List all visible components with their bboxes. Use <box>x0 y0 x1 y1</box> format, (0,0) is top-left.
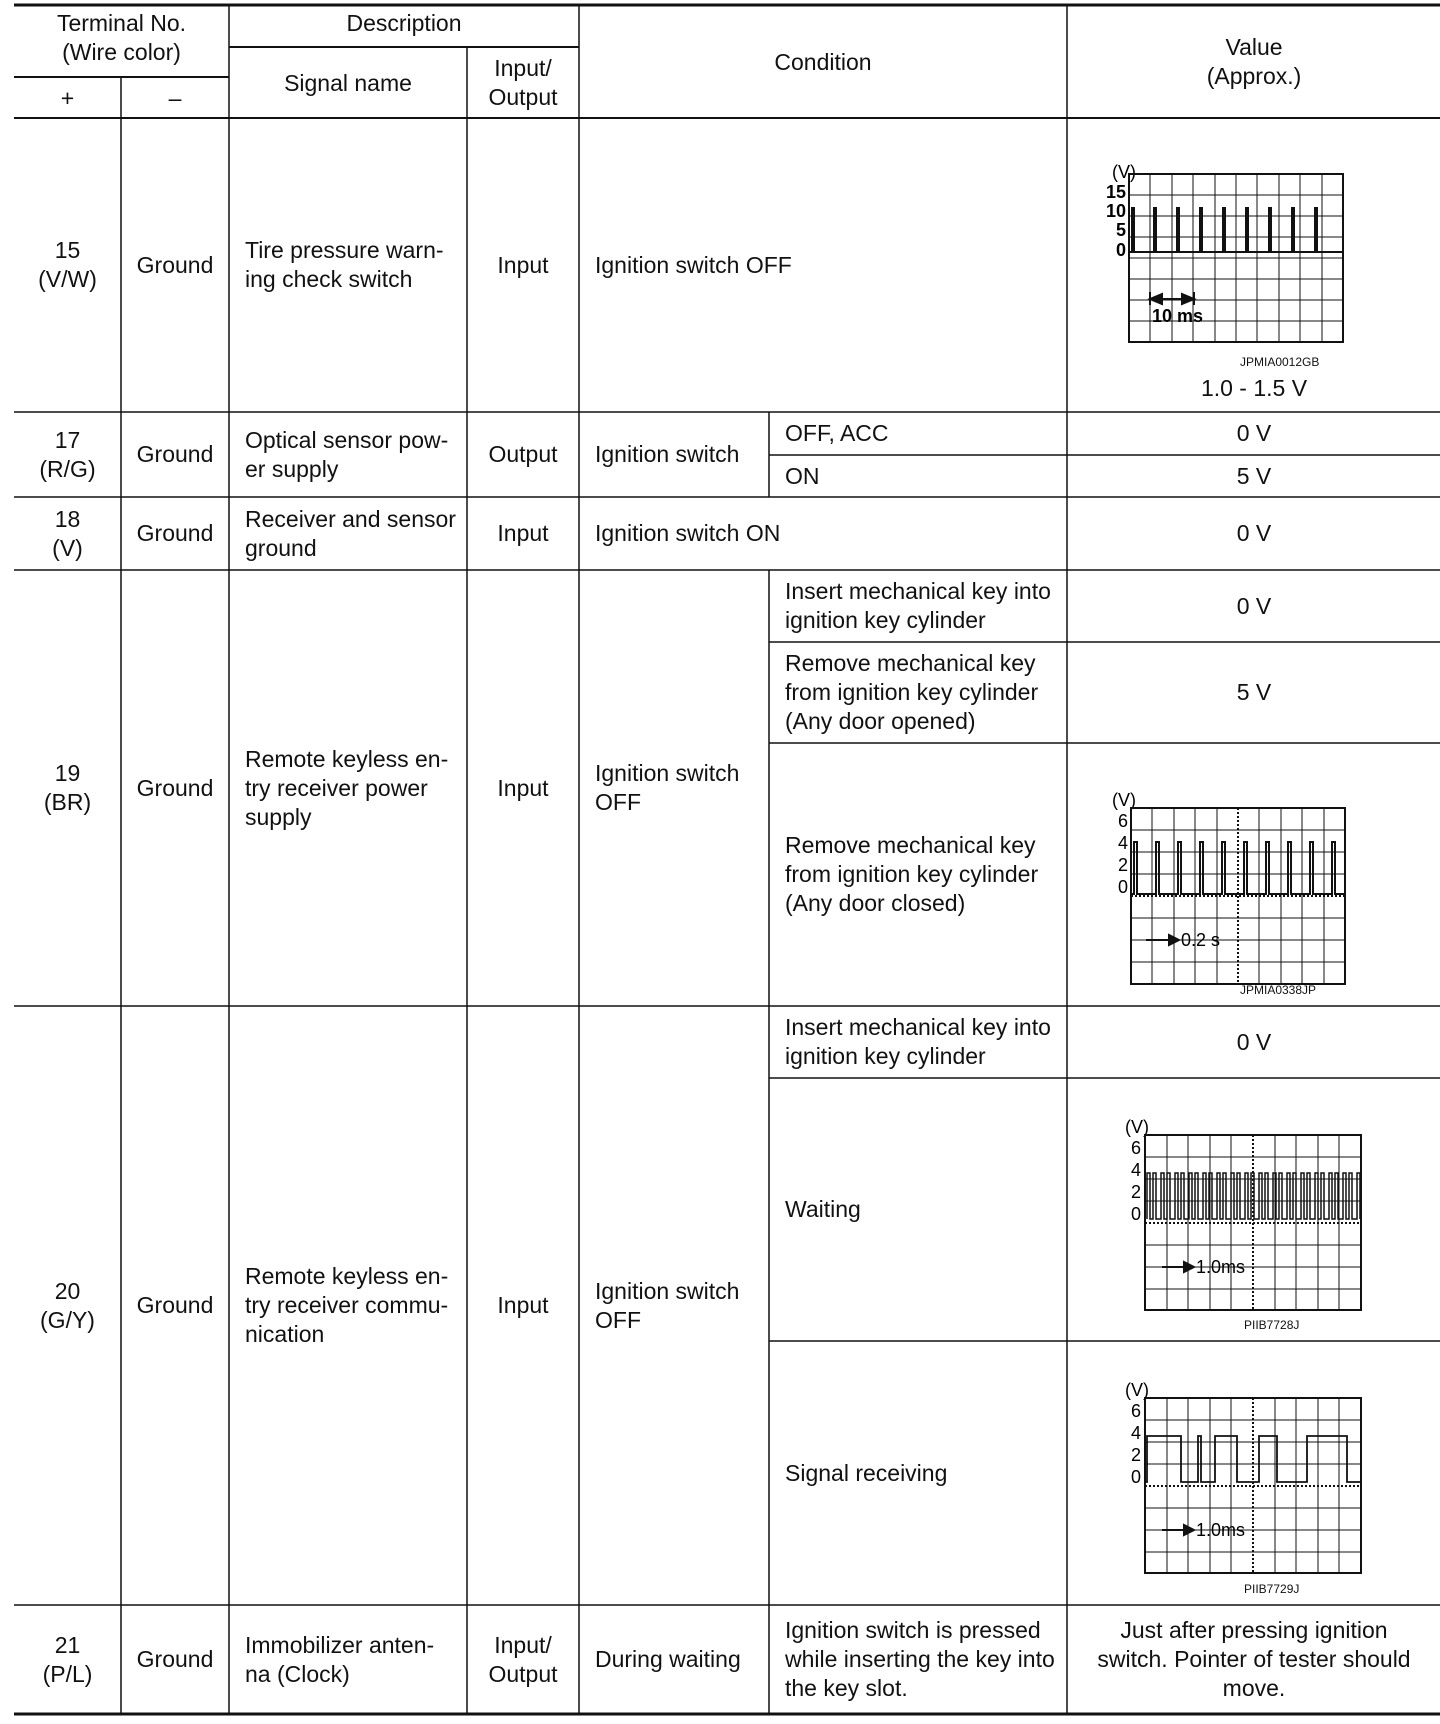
wave-20r-code: PIIB7729J <box>1244 1582 1300 1596</box>
wave-20r-tick-2: 2 <box>1130 1445 1141 1465</box>
terminal-21: 21 (P/L) <box>42 1631 93 1687</box>
wave-19-unit: (V) <box>1112 790 1136 810</box>
subcondition-21: Ignition switch is pressed while inserting the key into the key slot. <box>785 1617 1055 1701</box>
waveform-20-waiting <box>1119 1115 1419 1315</box>
subcondition-20-signal-receiving: Signal receiving <box>785 1459 948 1486</box>
wave-20r-tick-1: 4 <box>1130 1423 1141 1443</box>
wave-20r-tick-0: 6 <box>1130 1401 1141 1421</box>
condition-18: Ignition switch ON <box>595 520 781 546</box>
header-value: Value (Approx.) <box>1206 34 1302 89</box>
value-21: Just after pressing ignition switch. Pointer of tester should move. <box>1097 1617 1411 1701</box>
wave-15-tick-1: 10 <box>1105 201 1126 221</box>
value-18: 0 V <box>1236 520 1272 546</box>
wave-20w-tick-3: 0 <box>1130 1204 1141 1224</box>
header-signal-name: Signal name <box>284 69 412 96</box>
io-18: Input <box>497 520 549 546</box>
condition-20: Ignition switch OFF <box>595 1277 740 1333</box>
value-15: 1.0 - 1.5 V <box>1200 375 1308 401</box>
wave-19-scale: 0.2 s <box>1181 930 1221 950</box>
wave-20w-tick-1: 4 <box>1130 1160 1141 1180</box>
header-terminal-no: Terminal No. <box>56 10 187 36</box>
subcondition-19-insert: Insert mechanical key into ignition key cylinder <box>785 578 1051 633</box>
signal-15: Tire pressure warn- ing check switch <box>245 237 444 292</box>
io-21: Input/ Output <box>488 1631 558 1687</box>
wave-19-tick-3: 0 <box>1117 877 1128 897</box>
terminal-15: 15 (V/W) <box>38 237 97 292</box>
condition-19: Ignition switch OFF <box>595 760 740 815</box>
ground-18: Ground <box>136 520 214 546</box>
ground-19: Ground <box>136 774 214 801</box>
waveform-19 <box>1104 790 1404 1000</box>
wave-20w-tick-2: 2 <box>1130 1182 1141 1202</box>
condition-15: Ignition switch OFF <box>595 251 792 278</box>
signal-20: Remote keyless en- try receiver commu- nication <box>245 1263 449 1347</box>
header-condition: Condition <box>774 48 872 75</box>
waveform-15 <box>1094 160 1394 370</box>
subcondition-17-off-acc: OFF, ACC <box>785 420 889 446</box>
subcondition-17-on: ON <box>785 462 820 489</box>
wave-19-tick-2: 2 <box>1117 855 1128 875</box>
wave-20r-unit: (V) <box>1125 1380 1149 1400</box>
terminal-18: 18 (V) <box>52 505 83 561</box>
wave-20w-code: PIIB7728J <box>1244 1318 1300 1332</box>
wave-19-tick-0: 6 <box>1117 811 1128 831</box>
terminal-20: 20 (G/Y) <box>40 1277 95 1333</box>
wave-19-code: JPMIA0338JP <box>1240 983 1317 997</box>
wave-15-tick-0: 15 <box>1105 182 1126 202</box>
signal-18: Receiver and sensor ground <box>245 505 456 561</box>
value-19-door-opened: 5 V <box>1236 679 1272 705</box>
wave-20w-tick-0: 6 <box>1130 1138 1141 1158</box>
subcondition-19-door-closed: Remove mechanical key from ignition key cylinder (Any door closed) <box>785 832 1039 916</box>
value-17-on: 5 V <box>1236 462 1272 489</box>
value-20-insert: 0 V <box>1236 1028 1272 1055</box>
ground-20: Ground <box>136 1292 214 1318</box>
ground-17: Ground <box>136 441 214 467</box>
wave-20r-scale: 1.0ms <box>1196 1520 1246 1540</box>
terminal-table <box>14 0 1440 1724</box>
terminal-17: 17 (R/G) <box>39 426 96 482</box>
value-19-insert: 0 V <box>1236 592 1272 619</box>
header-plus: + <box>60 84 75 111</box>
wave-15-tick-2: 5 <box>1115 220 1126 240</box>
io-20: Input <box>497 1292 549 1318</box>
condition-21: During waiting <box>595 1646 741 1672</box>
header-description: Description <box>346 10 462 36</box>
subcondition-19-door-opened: Remove mechanical key from ignition key cylinder (Any door opened) <box>785 650 1039 734</box>
wave-20w-scale: 1.0ms <box>1196 1257 1246 1277</box>
signal-21: Immobilizer anten- na (Clock) <box>245 1631 435 1687</box>
wave-19-tick-1: 4 <box>1117 833 1128 853</box>
wave-20r-tick-3: 0 <box>1130 1467 1141 1487</box>
subcondition-20-insert: Insert mechanical key into ignition key cylinder <box>785 1014 1051 1069</box>
value-17-off-acc: 0 V <box>1236 420 1272 446</box>
signal-17: Optical sensor pow- er supply <box>245 426 449 482</box>
waveform-20-receiving <box>1119 1378 1419 1578</box>
io-19: Input <box>497 774 549 801</box>
io-15: Input <box>497 251 549 278</box>
wave-15-tick-3: 0 <box>1115 240 1126 260</box>
wave-15-unit: (V) <box>1112 162 1136 182</box>
header-input-output: Input/ Output <box>488 55 558 110</box>
signal-19: Remote keyless en- try receiver power supply <box>245 745 449 830</box>
wave-15-code: JPMIA0012GB <box>1240 355 1320 369</box>
ground-21: Ground <box>136 1646 214 1672</box>
io-17: Output <box>488 441 558 467</box>
header-wire-color: (Wire color) <box>62 39 181 65</box>
wave-15-scale: 10 ms <box>1152 306 1204 326</box>
condition-17: Ignition switch <box>595 441 740 467</box>
wave-20w-unit: (V) <box>1125 1117 1149 1137</box>
terminal-19: 19 (BR) <box>43 760 92 815</box>
subcondition-20-waiting: Waiting <box>785 1196 861 1222</box>
ground-15: Ground <box>136 251 214 278</box>
header-minus: – <box>168 84 182 111</box>
